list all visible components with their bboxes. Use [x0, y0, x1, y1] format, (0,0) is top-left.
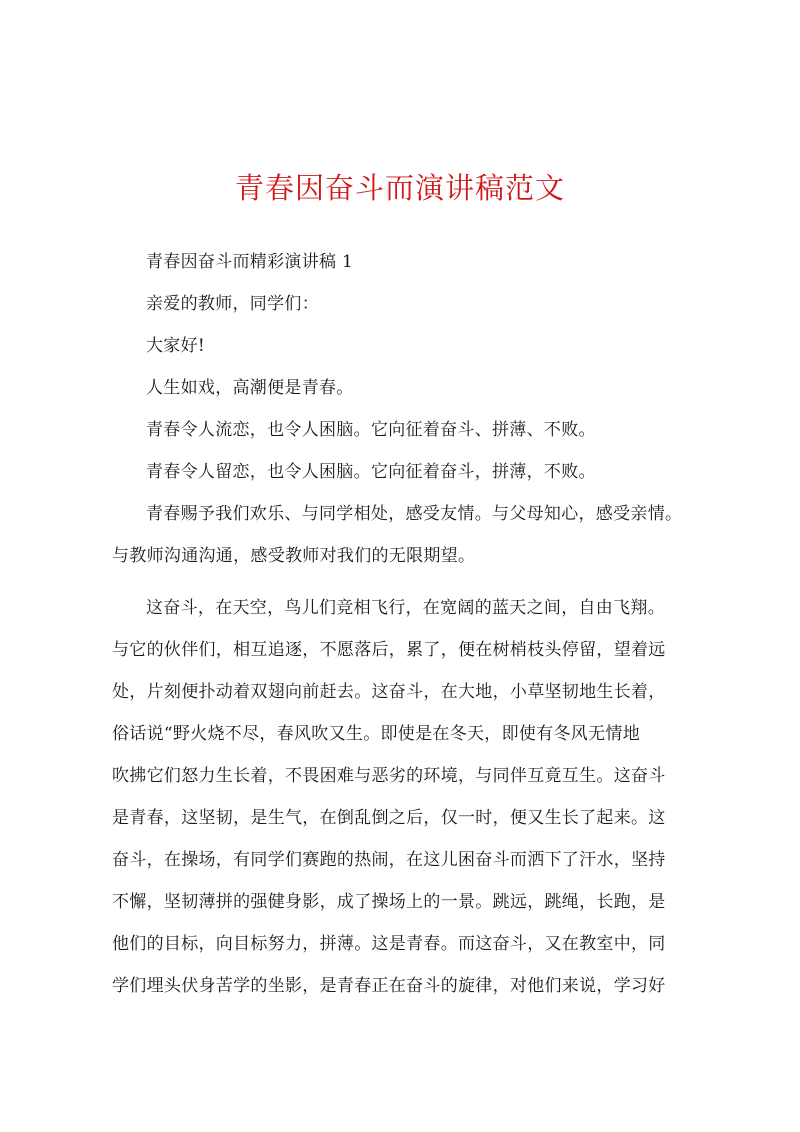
- paragraph-5: [112, 587, 706, 1007]
- paragraph-5-line: 这奋斗，在天空，鸟儿们竞相飞行，在宽阔的蓝天之间，自由飞翔。: [146, 598, 665, 618]
- paragraph-5-line: 不懈，坚韧薄拼的强健身影，成了操场上的一景。跳远，跳绳，长跑，是: [112, 892, 666, 912]
- subheading: 青春因奋斗而精彩演讲稿 1: [146, 252, 354, 272]
- paragraph-5-line: 与它的伙伴们，相互追逐，不愿落后，累了，便在树梢枝头停留，望着远: [112, 640, 666, 660]
- paragraph-1: 人生如戏，高潮便是青春。: [146, 378, 354, 398]
- paragraph-5-line: 学们埋头伏身苦学的坐影，是青春正在奋斗的旋律，对他们来说，学习好: [112, 976, 666, 996]
- salutation: 亲爱的教师，同学们：: [146, 294, 319, 314]
- greeting: 大家好!: [146, 336, 206, 356]
- paragraph-5-line: 俗话说“野火烧不尽，春风吹又生。即使是在冬天，即使有冬风无情地: [112, 724, 640, 744]
- paragraph-5-line: 处，片刻便扑动着双翅向前赶去。这奋斗，在大地，小草坚韧地生长着，: [112, 682, 666, 702]
- document-title: 青春因奋斗而演讲稿范文: [234, 171, 565, 205]
- paragraph-4-line: 与教师沟通沟通，感受教师对我们的无限期望。: [112, 546, 476, 566]
- paragraph-2: 青春令人流恋，也令人困脑。它向征着奋斗、拼薄、不败。: [146, 420, 596, 440]
- paragraph-4-line: 青春赐予我们欢乐、与同学相处，感受友情。与父母知心，感受亲情。: [146, 504, 683, 524]
- paragraph-5-line: 他们的目标，向目标努力，拼薄。这是青春。而这奋斗，又在教室中，同: [112, 934, 666, 954]
- document-body: [112, 241, 706, 1007]
- paragraph-4: [112, 493, 706, 577]
- paragraph-5-line: 奋斗，在操场，有同学们赛跑的热闹，在这儿困奋斗而洒下了汗水，坚持: [112, 850, 666, 870]
- paragraph-5-line: 是青春，这坚韧，是生气，在倒乱倒之后，仅一时，便又生长了起来。这: [112, 808, 666, 828]
- paragraph-5-line: 吹拂它们怒力生长着，不畏困难与恶劣的环境，与同伴互竟互生。这奋斗: [112, 766, 666, 786]
- paragraph-3: 青春令人留恋，也令人困脑。它向征着奋斗，拼薄，不败。: [146, 462, 596, 482]
